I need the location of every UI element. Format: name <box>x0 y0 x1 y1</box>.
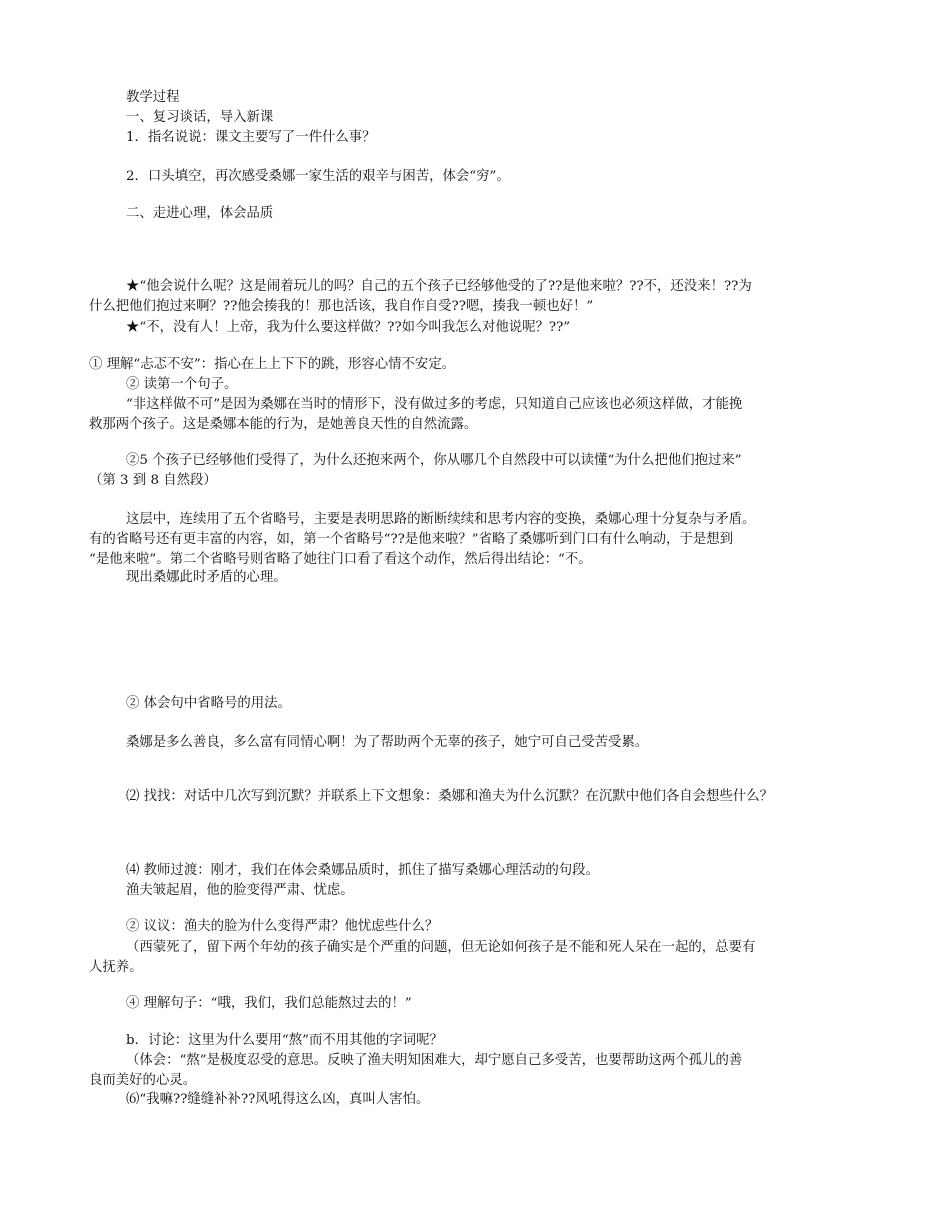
paragraph-five-kids-line-2: （第 3 到 8 自然段） <box>89 473 217 488</box>
section-title: 教学过程 <box>126 90 180 105</box>
paragraph-feizheyang-line-1: “非这样做不可”是因为桑娜在当时的情形下，没有做过多的考虑，只知道自己应该也必须这样做，才能挽 <box>126 397 743 412</box>
question-1: 1．指名说说：课文主要写了一件什么事？ <box>126 130 376 145</box>
paragraph-ellipsis-line-4: 现出桑娜此时矛盾的心理。 <box>126 570 287 585</box>
question-2: 2．口头填空，再次感受桑娜一家生活的艰辛与困苦，体会“穷”。 <box>126 169 510 184</box>
paragraph-ximeng-line-2: 人抚养。 <box>89 960 143 975</box>
paragraph-transition: ⑷ 教师过渡：刚才，我们在体会桑娜品质时，抓住了描写桑娜心理活动的句段。 <box>126 863 599 878</box>
paragraph-ellipsis-line-2: 有的省略号还有更丰富的内容，如，第一个省略号“??是他来啦？”省略了桑娜听到门口有什么响动，于是想到 <box>89 532 734 547</box>
paragraph-ximeng-line-1: （西蒙死了，留下两个年幼的孩子确实是个严重的问题，但无论如何孩子是不能和死人呆在一起的，总要有 <box>126 940 756 955</box>
paragraph-read-first: ② 读第一个句子。 <box>126 377 238 392</box>
paragraph-understand: ④ 理解句子：“哦，我们，我们总能熬过去的！” <box>126 996 412 1011</box>
paragraph-five-kids-line-1: ②5 个孩子已经够他们受得了，为什么还抱来两个，你从哪几个自然段中可以读懂“为什么把他们抱过来” <box>126 453 742 468</box>
paragraph-kind: 桑娜是多么善良，多么富有同情心啊！为了帮助两个无辜的孩子，她宁可自己受苦受累。 <box>126 735 649 750</box>
paragraph-fisherman: 渔夫皱起眉，他的脸变得严肃、忧虑。 <box>126 883 354 898</box>
quote-1-line-1: ★“他会说什么呢？这是闹着玩儿的吗？自己的五个孩子已经够他受的了??是他来啦？??不，还没来！??为 <box>126 279 752 294</box>
paragraph-discuss: ② 议议：渔夫的脸为什么变得严肃？他忧虑些什么？ <box>126 919 439 934</box>
paragraph-feizheyang-line-2: 救那两个孩子。这是桑娜本能的行为，是她善良天性的自然流露。 <box>89 417 478 432</box>
quote-1-line-2: 什么把他们抱过来啊？??他会揍我的！那也活该，我自作自受??嗯，揍我一顿也好！” <box>89 299 594 314</box>
quote-2: ★“不，没有人！上帝，我为什么要这样做？??如今叫我怎么对他说呢？??” <box>126 320 571 335</box>
paragraph-usage: ② 体会句中省略号的用法。 <box>126 696 291 711</box>
paragraph-ellipsis-line-1: 这层中，连续用了五个省略号，主要是表明思路的断断续续和思考内容的变换，桑娜心理十分复杂与矛盾。 <box>126 512 756 527</box>
paragraph-silence: ⑵ 找找：对话中几次写到沉默？并联系上下文想象：桑娜和渔夫为什么沉默？在沉默中他们各自会想些什么？ <box>126 789 774 804</box>
heading-review: 一、复习谈话，导入新课 <box>126 110 274 125</box>
paragraph-ao-answer-line-2: 良而美好的心灵。 <box>89 1073 197 1088</box>
paragraph-ao-answer-line-1: （体会：“熬”是极度忍受的意思。反映了渔夫明知困难大，却宁愿自己多受苦，也要帮助这两个孤儿的善 <box>126 1053 743 1068</box>
paragraph-tanxin: ① 理解“忐忑不安”：指心在上上下下的跳，形容心情不安定。 <box>89 357 456 372</box>
paragraph-ao-question: b．讨论：这里为什么要用“熬”而不用其他的字词呢？ <box>126 1033 443 1048</box>
paragraph-last: ⑹“我嘛??缝缝补补??风吼得这么凶，真叫人害怕。 <box>126 1092 430 1107</box>
paragraph-ellipsis-line-3: “是他来啦”。第二个省略号则省略了她往门口看了看这个动作，然后得出结论：“不。 <box>89 552 592 567</box>
heading-psychology: 二、走进心理，体会品质 <box>126 206 274 221</box>
